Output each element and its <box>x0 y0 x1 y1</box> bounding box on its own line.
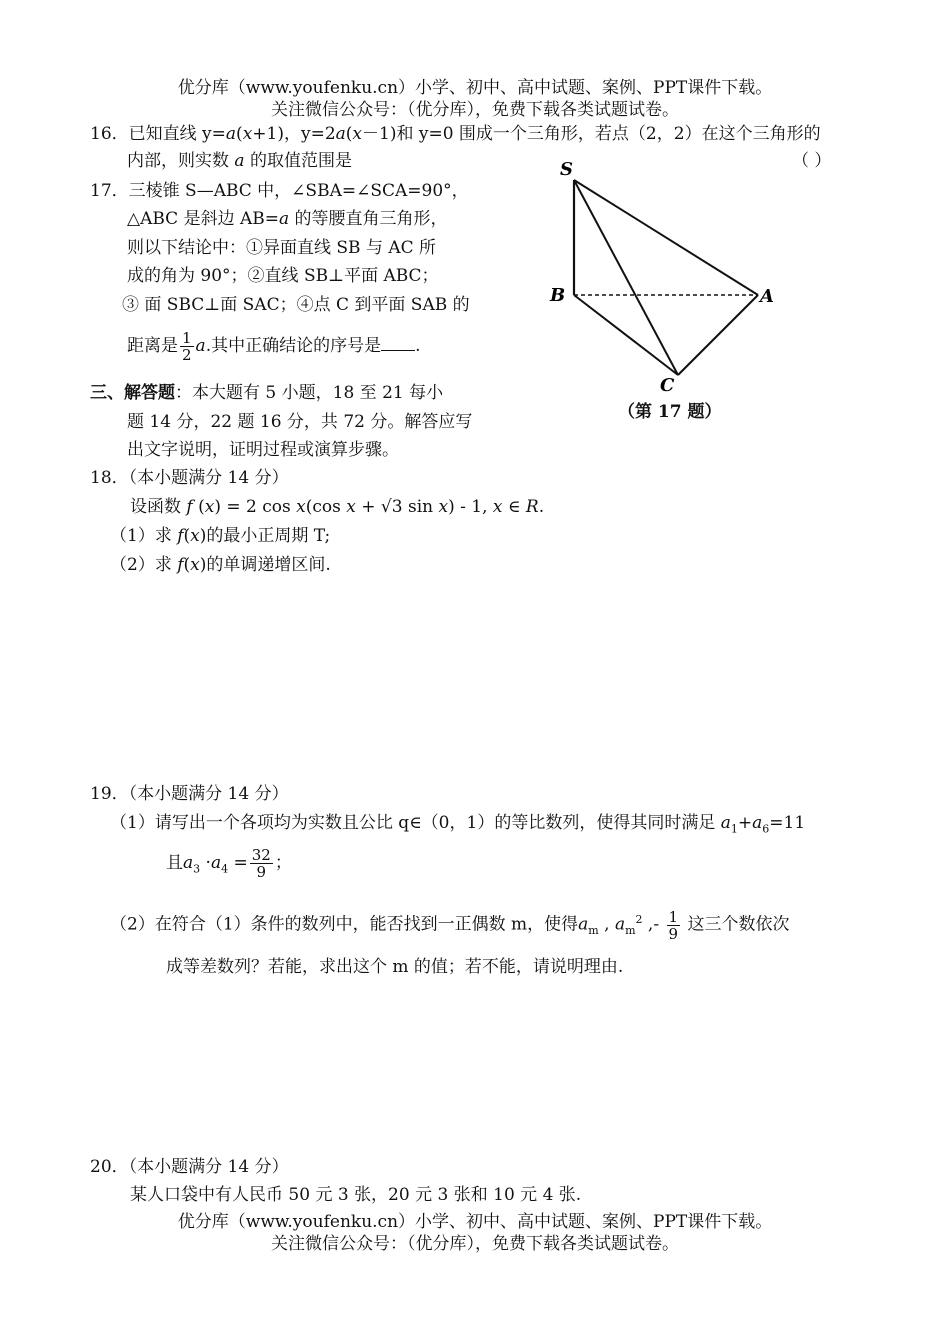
var-a: a <box>225 124 237 144</box>
x: x <box>204 497 215 517</box>
a: a <box>210 853 222 873</box>
t: 这三个数依次 <box>682 914 790 935</box>
question-number: 16． <box>90 124 129 144</box>
sub: m <box>625 924 636 938</box>
t: （1）请写出一个各项均为实数且公比 q∈（0，1）的等比数列，使得其同时满足 <box>110 813 721 833</box>
fraction-1-9 <box>667 909 681 942</box>
answer-blank <box>381 336 415 351</box>
question-number: 18． <box>90 468 129 488</box>
var-x: x <box>242 124 253 144</box>
question-17-line-3: 则以下结论中：①异面直线 SB 与 AC 所 <box>127 238 437 258</box>
t: sin <box>402 497 439 517</box>
t: ( <box>192 497 205 517</box>
edge-ac <box>678 295 758 375</box>
edge-sa <box>574 180 758 295</box>
question-17 <box>90 181 469 201</box>
section-3-line-2: 题 14 分，22 题 16 分，共 72 分。解答应写 <box>127 412 473 432</box>
t: ； <box>274 853 292 873</box>
q18-part-1 <box>110 526 330 546</box>
footer-line-2: 关注微信公众号：（优分库），免费下载各类试题试卷。 <box>271 1234 679 1254</box>
sub: 3 <box>193 862 201 876</box>
q19-part-2-line-2: 成等差数列？若能，求出这个 m 的值；若不能，请说明理由. <box>166 957 624 977</box>
question-16-line-2 <box>127 151 352 171</box>
section-3-line-3: 出文字说明，证明过程或演算步骤。 <box>127 440 399 460</box>
t: , <box>598 914 615 935</box>
a: a <box>752 813 763 833</box>
question-number: 20． <box>90 1157 129 1177</box>
sup: 2 <box>635 913 643 926</box>
figure-caption: （第 17 题） <box>618 402 722 422</box>
question-16 <box>90 124 821 144</box>
score-note: （本小题满分 14 分） <box>128 1157 289 1177</box>
text: 三棱锥 S—ABC 中，∠SBA=∠SCA=90°， <box>128 181 469 201</box>
sub: 6 <box>762 822 770 836</box>
t: + <box>737 813 753 833</box>
score-note: （本小题满分 14 分） <box>128 468 289 488</box>
t: + <box>355 497 381 517</box>
a: a <box>720 813 731 833</box>
t: （1）求 <box>110 526 178 546</box>
x: x <box>296 497 306 517</box>
frac-num: 32 <box>251 846 271 864</box>
f: f <box>177 555 184 575</box>
text: ( <box>236 124 243 144</box>
question-18 <box>90 468 289 488</box>
edge-sc <box>574 180 678 375</box>
text: 内部，则实数 <box>127 151 235 171</box>
question-number: 19． <box>90 784 129 804</box>
x: x <box>438 497 449 517</box>
fraction-one-half <box>180 330 194 363</box>
text: 距离是 <box>127 336 178 356</box>
frac-den: 9 <box>668 924 679 943</box>
sub: 1 <box>730 822 738 836</box>
header-line-2: 关注微信公众号：（优分库），免费下载各类试题试卷。 <box>271 100 679 120</box>
q19-part-1-line-2 <box>166 843 292 889</box>
sqrt-3: √3 <box>380 497 403 517</box>
t: ) - 1, <box>448 497 493 517</box>
footer-line-1: 优分库（www.youfenku.cn）小学、初中、高中试题、案例、PPT课件下载。 <box>177 1212 773 1232</box>
t: 且 <box>166 853 183 873</box>
q19-part-2 <box>110 900 789 951</box>
text: +1)，y=2 <box>252 124 336 144</box>
t: = <box>228 853 248 873</box>
text: ：本大题有 5 小题，18 至 21 每小 <box>175 383 444 403</box>
question-number: 17． <box>90 181 129 201</box>
text: ( <box>345 124 353 144</box>
edge-bc <box>574 295 678 375</box>
t: )的最小正周期 T; <box>199 526 331 546</box>
var-a: a <box>195 336 206 356</box>
pyramid-figure <box>540 150 780 430</box>
R: R <box>525 497 539 517</box>
question-19 <box>90 784 289 804</box>
t: ) = 2 cos <box>214 497 297 517</box>
t: (cos <box>305 497 347 517</box>
sub: m <box>588 924 599 938</box>
t: （2）在符合（1）条件的数列中，能否找到一正偶数 m，使得 <box>110 914 579 935</box>
frac-den: 2 <box>182 346 192 364</box>
x: x <box>190 555 200 575</box>
frac-num: 1 <box>668 907 679 926</box>
t: ∈ <box>502 497 526 517</box>
t: )的单调递增区间. <box>199 555 331 575</box>
question-17-line-4: 成的角为 90°；②直线 SB⊥平面 ABC； <box>127 266 439 286</box>
a: a <box>578 914 589 935</box>
label-b: B <box>550 285 566 306</box>
x: x <box>492 497 503 517</box>
label-s: S <box>560 159 573 180</box>
t: （2）求 <box>110 555 178 575</box>
text: △ABC 是斜边 AB= <box>127 209 279 229</box>
question-17-line-2 <box>127 209 448 229</box>
formula <box>186 497 544 517</box>
f: f <box>177 526 184 546</box>
header-line-1: 优分库（www.youfenku.cn）小学、初中、高中试题、案例、PPT课件下载。 <box>177 78 773 98</box>
text: 设函数 <box>130 497 181 517</box>
text: 的取值范围是 <box>244 151 352 171</box>
answer-paren: （ ） <box>792 151 832 171</box>
f: f <box>186 497 193 517</box>
question-20 <box>90 1157 289 1177</box>
section-title: 三、解答题 <box>90 383 175 403</box>
a: a <box>614 914 626 935</box>
sub: 4 <box>221 862 229 876</box>
a: a <box>183 853 194 873</box>
fraction-32-9 <box>250 847 273 880</box>
label-a: A <box>760 286 774 307</box>
x: x <box>346 497 356 517</box>
text: 的等腰直角三角形， <box>289 209 448 229</box>
t: =11 <box>769 813 806 833</box>
t: ,- <box>642 914 665 935</box>
q18-function <box>130 497 544 517</box>
text: 已知直线 y= <box>128 124 226 144</box>
frac-num: 1 <box>182 329 192 347</box>
text: . <box>415 336 421 356</box>
text: .其中正确结论的序号是 <box>205 336 382 356</box>
score-note: （本小题满分 14 分） <box>128 784 289 804</box>
t: ( <box>183 555 191 575</box>
frac-den: 9 <box>256 863 267 881</box>
q19-part-1 <box>110 813 805 839</box>
text: －1)和 y=0 围成一个三角形，若点（2，2）在这个三角形的 <box>362 124 821 144</box>
question-17-line-6 <box>127 328 421 364</box>
var-a: a <box>335 124 346 144</box>
q20-line-1: 某人口袋中有人民币 50 元 3 张，20 元 3 张和 10 元 4 张. <box>130 1185 582 1205</box>
t: . <box>538 497 545 517</box>
var-a: a <box>279 209 290 229</box>
section-3-heading <box>90 383 443 403</box>
q18-part-2 <box>110 555 331 575</box>
var-x: x <box>352 124 363 144</box>
t: ( <box>183 526 191 546</box>
x: x <box>190 526 200 546</box>
question-17-line-5: ③ 面 SBC⊥面 SAC；④点 C 到平面 SAB 的 <box>122 295 470 315</box>
label-c: C <box>660 375 675 396</box>
var-a: a <box>234 151 245 171</box>
t: · <box>200 853 211 873</box>
